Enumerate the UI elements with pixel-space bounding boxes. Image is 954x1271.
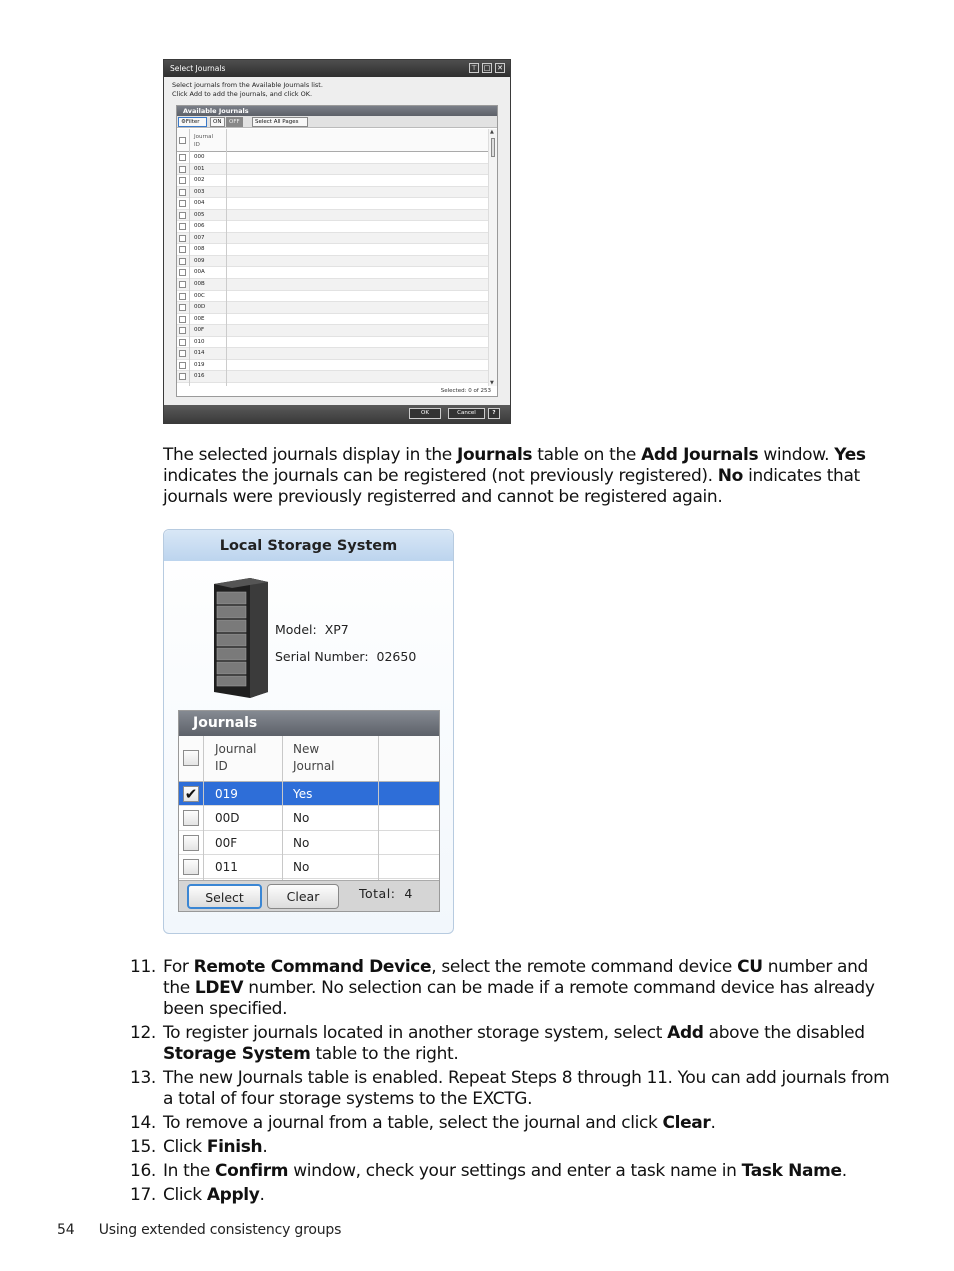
list-item xyxy=(130,1161,890,1182)
step-text: above the disabled xyxy=(703,1023,865,1043)
row-checkbox[interactable] xyxy=(179,166,186,173)
table-divider xyxy=(203,736,204,881)
step-text: number and the xyxy=(163,957,868,998)
dialog-titlebar xyxy=(164,60,510,77)
journal-id-cell: 003 xyxy=(194,188,205,195)
journal-id-cell: 00F xyxy=(215,835,238,850)
table-row[interactable] xyxy=(177,233,489,245)
table-row[interactable] xyxy=(177,244,489,256)
table-row[interactable] xyxy=(177,371,489,383)
table-row[interactable] xyxy=(177,221,489,233)
journal-id-cell: 014 xyxy=(194,350,205,357)
row-checkbox[interactable] xyxy=(179,258,186,265)
row-checkbox[interactable]: ✔ xyxy=(184,785,198,803)
available-journals-panel xyxy=(176,105,498,397)
journals-column-headers xyxy=(179,736,439,782)
dialog-title: Select Journals xyxy=(170,64,226,73)
model-value: XP7 xyxy=(324,622,349,637)
journal-id-cell: 002 xyxy=(194,177,205,184)
table-row[interactable] xyxy=(177,302,489,314)
journal-id-cell: 009 xyxy=(194,257,205,264)
grid-scrollbar[interactable] xyxy=(488,129,497,386)
row-checkbox[interactable] xyxy=(179,189,186,196)
journal-id-cell: 004 xyxy=(194,200,205,207)
journals-table xyxy=(178,710,440,912)
step-number: 12. xyxy=(130,1023,156,1043)
table-row[interactable] xyxy=(177,348,489,360)
row-checkbox[interactable] xyxy=(179,362,186,369)
row-checkbox[interactable] xyxy=(179,154,186,161)
journal-id-cell: 00E xyxy=(194,315,205,322)
row-checkbox[interactable] xyxy=(179,281,186,288)
select-all-checkbox[interactable] xyxy=(179,137,186,144)
journal-id-cell: 001 xyxy=(194,165,205,172)
list-item xyxy=(130,1113,890,1134)
step-keyword: Clear xyxy=(662,1113,711,1133)
step-text: To remove a journal from a table, select the journal and click xyxy=(163,1113,663,1133)
step-text: number. No selection can be made if a remote command device has already been specified. xyxy=(163,978,875,1019)
journal-id-cell: 00F xyxy=(194,327,205,334)
row-checkbox[interactable] xyxy=(179,304,186,311)
table-row[interactable] xyxy=(177,279,489,291)
selected-count: Selected: 0 of 253 xyxy=(440,388,491,394)
list-item xyxy=(130,1137,890,1158)
maximize-icon[interactable]: □ xyxy=(483,64,491,72)
table-row[interactable] xyxy=(179,831,439,855)
list-item xyxy=(130,1068,890,1110)
grid-header xyxy=(177,129,489,152)
select-button[interactable]: Select xyxy=(187,884,262,909)
journal-id-cell: 000 xyxy=(194,154,205,160)
help-button[interactable]: ? xyxy=(488,408,500,419)
step-text: table to the right. xyxy=(310,1044,459,1064)
step-keyword: Task Name xyxy=(741,1161,842,1181)
select-journals-dialog xyxy=(163,59,511,424)
filter-off-button[interactable]: OFF xyxy=(226,117,243,127)
cancel-button[interactable]: Cancel xyxy=(448,408,485,419)
row-checkbox[interactable] xyxy=(179,200,186,207)
journal-id-cell: 011 xyxy=(215,859,238,874)
step-text: . xyxy=(259,1185,265,1205)
list-item xyxy=(130,1023,890,1065)
storage-rack-icon xyxy=(210,576,270,700)
table-row[interactable] xyxy=(177,267,489,279)
row-checkbox[interactable] xyxy=(183,810,199,826)
step-number: 16. xyxy=(130,1161,156,1181)
table-row[interactable] xyxy=(177,152,489,164)
row-checkbox[interactable] xyxy=(179,316,186,323)
select-all-checkbox[interactable] xyxy=(183,750,199,766)
step-text: window, check your settings and enter a task name in xyxy=(288,1161,742,1181)
local-storage-title: Local Storage System xyxy=(164,530,453,561)
model-label: Model: xyxy=(275,622,317,637)
step-keyword: Remote Command Device xyxy=(193,957,432,977)
clear-button[interactable]: Clear xyxy=(267,884,339,909)
journal-id-column-header: Journal ID xyxy=(215,742,257,773)
row-checkbox[interactable] xyxy=(179,350,186,357)
step-number: 11. xyxy=(130,957,156,977)
table-row[interactable] xyxy=(177,210,489,222)
step-keyword: CU xyxy=(737,957,763,977)
filter-button[interactable]: ⚙Filter xyxy=(178,117,207,127)
row-checkbox[interactable] xyxy=(179,327,186,334)
available-journals-header: Available Journals xyxy=(177,106,497,116)
step-text: The new Journals table is enabled. Repeat Steps 8 through 11. You can add journals from a total of four storage systems to the EXCTG. xyxy=(163,1068,890,1109)
table-row[interactable] xyxy=(177,314,489,326)
page-number: 54 xyxy=(57,1222,75,1238)
table-divider xyxy=(282,736,283,881)
local-storage-system-panel xyxy=(163,529,454,934)
row-checkbox[interactable] xyxy=(179,212,186,219)
table-row[interactable] xyxy=(177,175,489,187)
journal-id-cell: 00B xyxy=(194,281,205,288)
row-checkbox[interactable] xyxy=(179,373,186,380)
table-row[interactable] xyxy=(179,806,439,830)
dialog-instructions: Select journals from the Available Journals list. Click Add to add the journals, and click OK. xyxy=(172,81,323,98)
table-row[interactable] xyxy=(179,855,439,879)
step-text: For xyxy=(163,957,194,977)
grid-toolbar xyxy=(177,116,497,128)
row-checkbox[interactable] xyxy=(179,339,186,346)
steps-list xyxy=(130,957,890,1209)
row-checkbox[interactable] xyxy=(179,269,186,276)
pin-icon[interactable]: ⊤ xyxy=(470,64,478,72)
grid-divider xyxy=(226,129,227,386)
step-keyword: Finish xyxy=(206,1137,263,1157)
table-row[interactable] xyxy=(179,782,439,806)
new-journal-column-header: New Journal xyxy=(293,742,335,773)
journal-id-cell: 016 xyxy=(194,373,205,380)
dialog-footer xyxy=(164,405,510,423)
serial-value: 02650 xyxy=(376,649,417,664)
step-text: . xyxy=(710,1113,716,1133)
step-number: 15. xyxy=(130,1137,156,1157)
new-journal-cell: Yes xyxy=(293,787,313,801)
table-row[interactable] xyxy=(177,164,489,176)
table-row[interactable] xyxy=(177,198,489,210)
step-text: To register journals located in another storage system, select xyxy=(163,1023,668,1043)
description-paragraph: The selected journals display in the Journals table on the Add Journals window. Yes indicates the journals can be registered (not previously registered). No indicates that journals were previously registerred and cannot be registered again. xyxy=(163,445,866,507)
journal-id-cell: 005 xyxy=(194,211,205,218)
list-item xyxy=(130,957,890,1020)
table-row[interactable] xyxy=(177,360,489,372)
step-keyword: Confirm xyxy=(215,1161,289,1181)
step-text: Click xyxy=(163,1137,207,1157)
row-checkbox[interactable] xyxy=(183,859,199,875)
filter-on-button[interactable]: ON xyxy=(210,117,225,127)
model-info xyxy=(275,616,416,670)
page-footer xyxy=(57,1222,341,1238)
journal-id-cell: 019 xyxy=(215,787,238,801)
table-row[interactable] xyxy=(177,337,489,349)
new-journal-cell: No xyxy=(293,859,310,874)
row-checkbox[interactable] xyxy=(179,177,186,184)
step-keyword: Add xyxy=(667,1023,704,1043)
new-journal-cell: No xyxy=(293,811,310,826)
close-icon[interactable]: ✕ xyxy=(495,63,505,73)
step-text: . xyxy=(262,1137,268,1157)
table-row[interactable] xyxy=(177,187,489,199)
select-all-pages-button[interactable]: Select All Pages xyxy=(252,117,308,127)
new-journal-cell: No xyxy=(293,835,310,850)
step-keyword: Apply xyxy=(206,1185,260,1205)
ok-button[interactable]: OK xyxy=(409,408,441,419)
step-text: Click xyxy=(163,1185,207,1205)
table-row[interactable] xyxy=(177,291,489,303)
row-checkbox[interactable] xyxy=(183,835,199,851)
journal-id-column-header: Journal ID xyxy=(194,134,214,148)
journals-table-footer xyxy=(179,880,439,911)
step-keyword: Storage System xyxy=(163,1044,311,1064)
scroll-up-icon[interactable]: ▲ xyxy=(490,129,494,135)
journal-id-cell: 00C xyxy=(194,292,205,299)
serial-label: Serial Number: xyxy=(275,649,369,664)
journal-id-cell: 010 xyxy=(194,338,205,345)
journal-id-cell: 00D xyxy=(194,304,206,311)
scroll-thumb[interactable] xyxy=(491,138,495,157)
step-number: 13. xyxy=(130,1068,156,1088)
step-text: . xyxy=(841,1161,847,1181)
step-text: , select the remote command device xyxy=(431,957,738,977)
table-row[interactable] xyxy=(177,256,489,268)
journal-id-cell: 008 xyxy=(194,246,205,253)
row-checkbox[interactable] xyxy=(179,246,186,253)
journal-id-cell: 006 xyxy=(194,223,205,230)
total-count: Total: 4 xyxy=(359,886,413,901)
journals-table-header: Journals xyxy=(179,711,439,736)
journal-id-cell: 019 xyxy=(194,361,205,368)
journal-id-cell: 00A xyxy=(194,269,205,276)
row-checkbox[interactable] xyxy=(179,223,186,230)
step-number: 14. xyxy=(130,1113,156,1133)
journal-id-cell: 007 xyxy=(194,234,205,241)
table-row[interactable] xyxy=(177,325,489,337)
table-divider xyxy=(378,736,379,881)
section-title: Using extended consistency groups xyxy=(98,1222,342,1238)
journal-id-cell: 00D xyxy=(215,811,240,826)
scroll-down-icon[interactable]: ▼ xyxy=(490,380,494,386)
row-checkbox[interactable] xyxy=(179,293,186,300)
step-keyword: LDEV xyxy=(194,978,244,998)
journals-grid xyxy=(177,129,489,386)
step-number: 17. xyxy=(130,1185,156,1205)
list-item xyxy=(130,1185,890,1206)
grid-divider xyxy=(189,129,190,386)
step-text: In the xyxy=(163,1161,216,1181)
row-checkbox[interactable] xyxy=(179,235,186,242)
